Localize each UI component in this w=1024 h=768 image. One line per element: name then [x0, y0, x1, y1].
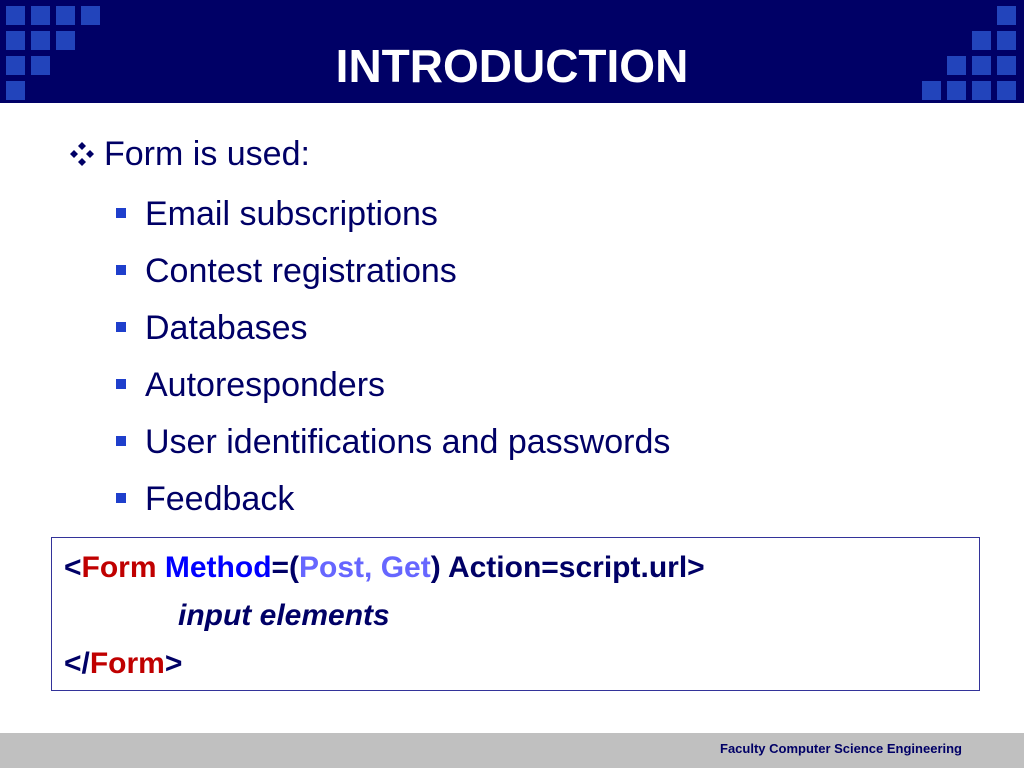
code-line-1 [64, 548, 705, 588]
square-bullet-icon [116, 322, 126, 332]
bullet-list [116, 186, 670, 528]
code-form-keyword-close: Form [89, 647, 165, 680]
code-close-bracket: > [164, 647, 183, 680]
square-bullet-icon [116, 208, 126, 218]
code-line-2: input elements [178, 599, 390, 632]
code-form-keyword: Form [81, 551, 157, 584]
square-bullet-icon [116, 493, 126, 503]
list-item [116, 471, 670, 528]
list-item-label: Contest registrations [145, 252, 457, 290]
list-item-label: Databases [145, 309, 308, 347]
code-box [51, 537, 980, 691]
four-diamond-icon [64, 136, 100, 172]
level1-label: Form is used: [104, 135, 310, 173]
decor-square-icon [6, 6, 25, 25]
list-item-label: Feedback [145, 480, 295, 518]
list-item [116, 414, 670, 471]
square-bullet-icon [116, 265, 126, 275]
decor-square-icon [997, 6, 1016, 25]
level1-item [64, 132, 310, 176]
square-bullet-icon [116, 436, 126, 446]
code-method-keyword: Method [164, 551, 272, 584]
list-item-label: User identifications and passwords [145, 423, 671, 461]
decor-square-icon [56, 6, 75, 25]
list-item [116, 186, 670, 243]
code-action: Action=script.url> [440, 551, 705, 584]
list-item [116, 357, 670, 414]
code-line-3 [64, 644, 182, 684]
list-item [116, 300, 670, 357]
footer-bar [0, 733, 1024, 768]
slide-title: INTRODUCTION [335, 40, 689, 92]
footer-text: Faculty Computer Science Engineering [720, 741, 962, 756]
header-bar [0, 0, 1024, 103]
code-close-paren: ) [430, 551, 441, 584]
list-item-label: Email subscriptions [145, 195, 438, 233]
code-eq-paren: =( [271, 551, 300, 584]
square-bullet-icon [116, 379, 126, 389]
code-close-open: </ [64, 647, 90, 680]
decor-square-icon [81, 6, 100, 25]
code-open-bracket: < [64, 551, 82, 584]
code-method-values: Post, Get [299, 551, 431, 584]
list-item [116, 243, 670, 300]
list-item-label: Autoresponders [145, 366, 386, 404]
decor-square-icon [31, 6, 50, 25]
